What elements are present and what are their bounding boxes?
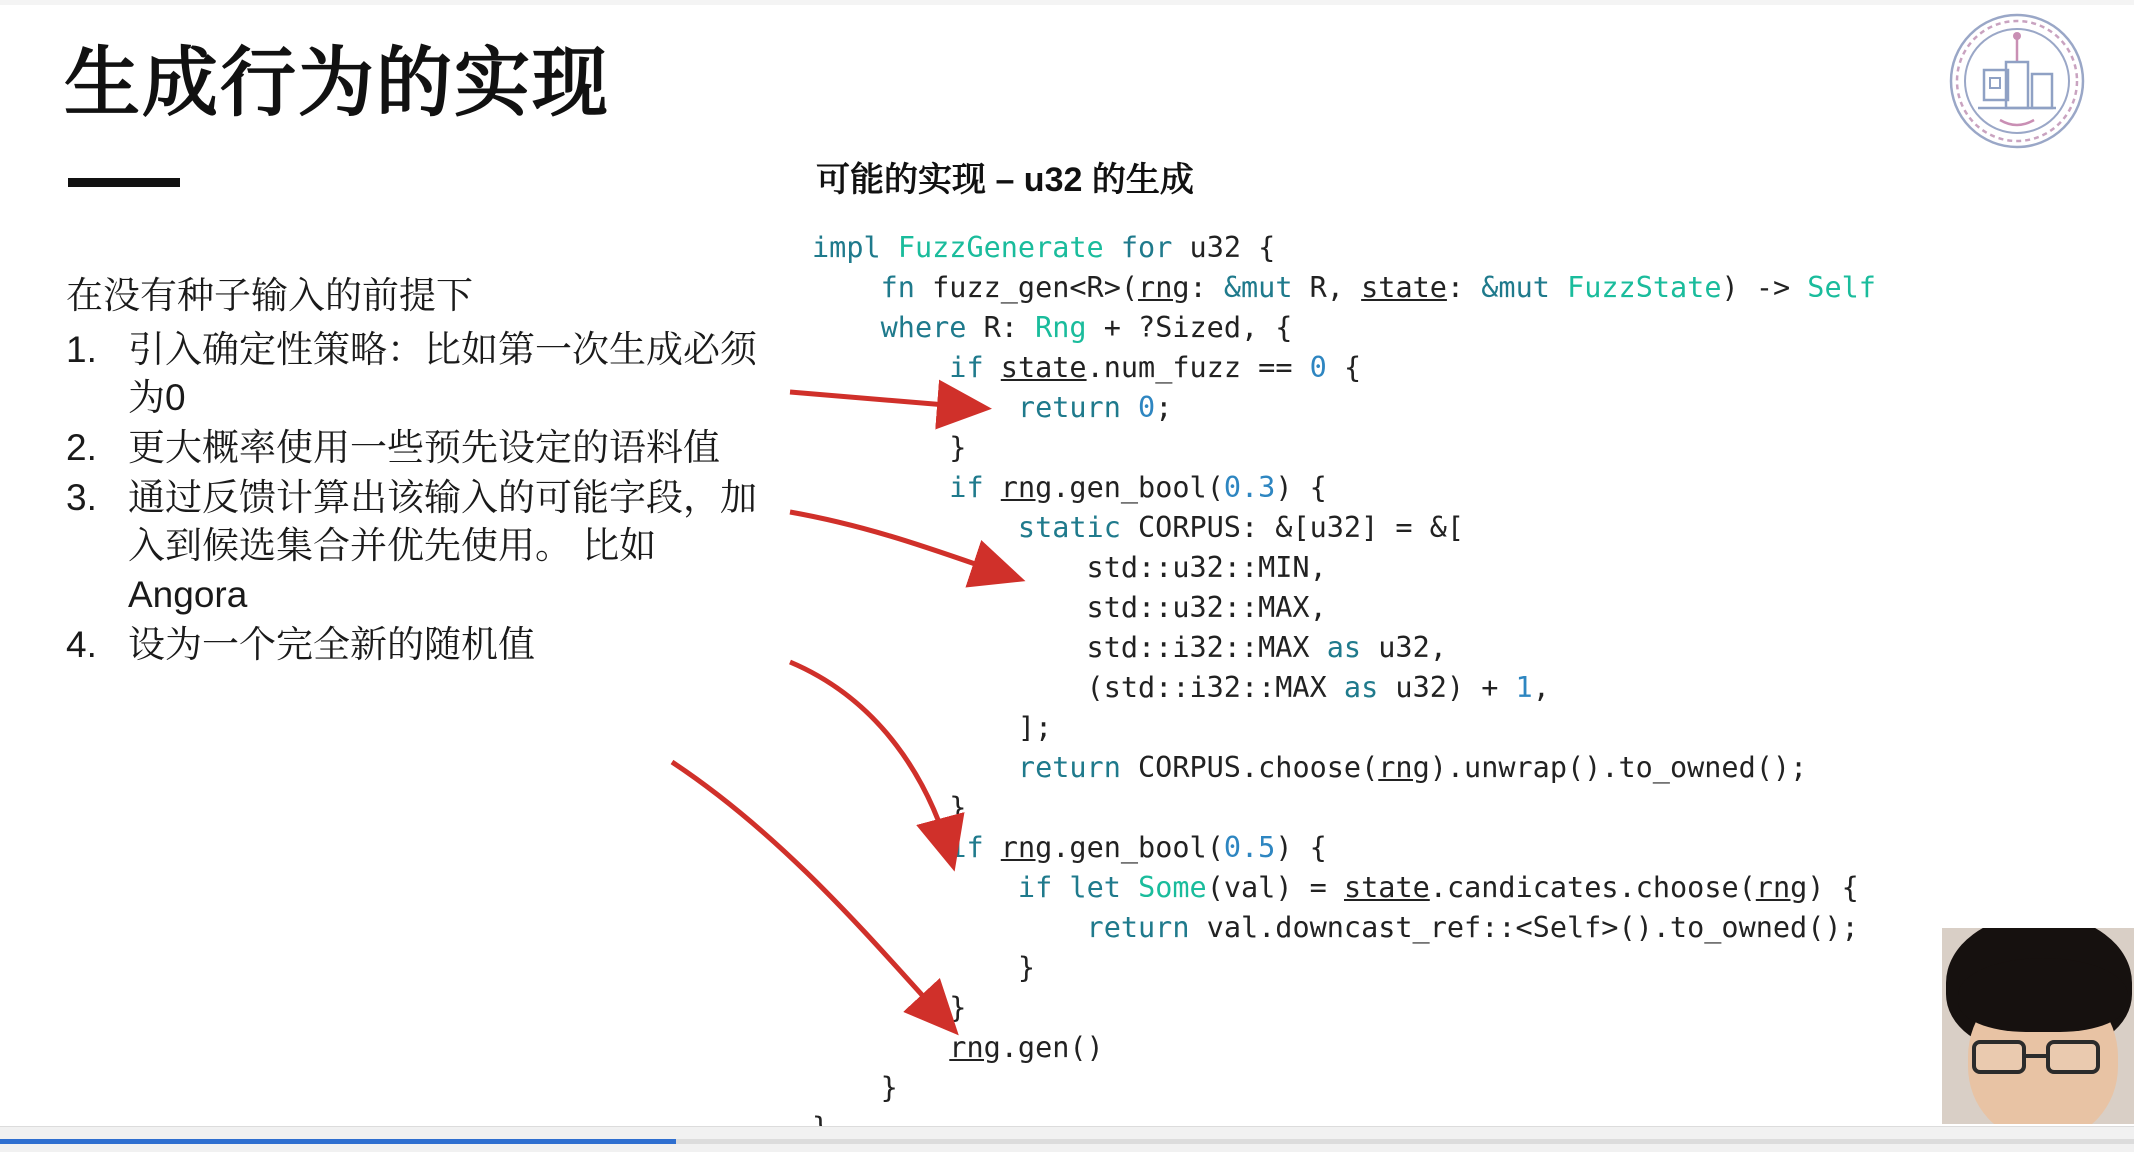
list-item: [66, 424, 766, 472]
code-line: if state.num_fuzz == 0 {: [949, 351, 1362, 384]
list-item-number: 1.: [66, 329, 97, 371]
code-section-heading: 可能的实现 – u32 的生成: [816, 161, 1194, 199]
code-line: }: [812, 431, 967, 464]
webcam-overlay: [1942, 928, 2134, 1124]
left-bullet-column: [66, 272, 766, 671]
code-line: where R: Rng + ?Sized, {: [880, 311, 1293, 344]
list-item-text: 通过反馈计算出该输入的可能字段，加入到候选集合并优先使用。 比如 Angora: [128, 477, 757, 615]
code-line: }: [812, 951, 1036, 984]
list-item: [66, 621, 766, 669]
code-line: }: [812, 791, 967, 824]
code-line: ];: [812, 711, 1053, 744]
webcam-glasses-left: [1972, 1040, 2026, 1074]
code-line: }: [812, 991, 967, 1024]
code-line: }: [812, 1071, 898, 1104]
organization-logo-icon: [1944, 8, 2090, 154]
code-line: (std::i32::MAX as u32) + 1,: [812, 671, 1550, 704]
code-line: if rng.gen_bool(0.3) {: [949, 471, 1327, 504]
top-edge-strip: [0, 0, 2134, 5]
code-line: return CORPUS.choose(rng).unwrap().to_owned();: [1017, 751, 1808, 784]
list-item-text: 更大概率使用一些预先设定的语料值: [128, 427, 720, 469]
list-item-number: 4.: [66, 623, 97, 665]
code-line: std::u32::MIN,: [812, 551, 1327, 584]
code-line: fn fuzz_gen<R>(rng: &mut R, state: &mut FuzzState) -> Self: [880, 271, 1876, 304]
page-title: 生成行为的实现: [64, 41, 610, 126]
list-item-number: 3.: [66, 477, 97, 519]
code-line: return 0;: [1017, 391, 1173, 424]
webcam-fringe: [1958, 958, 2128, 1032]
progress-fill: [0, 1139, 676, 1144]
title-underline-rule: [68, 178, 180, 187]
list-item: [66, 326, 766, 422]
code-listing: [812, 228, 2132, 1148]
code-line: if let Some(val) = state.candicates.choose(rng) {: [1017, 871, 1859, 904]
code-line: std::i32::MAX as u32,: [812, 631, 1447, 664]
code-line: return val.downcast_ref::<Self>().to_owned();: [1086, 911, 1859, 944]
list-item-text: 引入确定性策略：比如第一次生成必须为0: [128, 329, 757, 419]
webcam-glasses-bridge: [2026, 1054, 2046, 1058]
code-line: if rng.gen_bool(0.5) {: [949, 831, 1327, 864]
webcam-glasses-right: [2046, 1040, 2100, 1074]
code-line: rng.gen(): [949, 1031, 1104, 1064]
code-line: impl FuzzGenerate for u32 {: [812, 231, 1276, 264]
code-line: std::u32::MAX,: [812, 591, 1327, 624]
list-item-number: 2.: [66, 427, 97, 469]
list-item-text: 设为一个完全新的随机值: [128, 623, 535, 665]
left-intro-text: 在没有种子输入的前提下: [66, 275, 473, 316]
list-item: [66, 474, 766, 618]
code-line: static CORPUS: &[u32] = &[: [1017, 511, 1465, 544]
